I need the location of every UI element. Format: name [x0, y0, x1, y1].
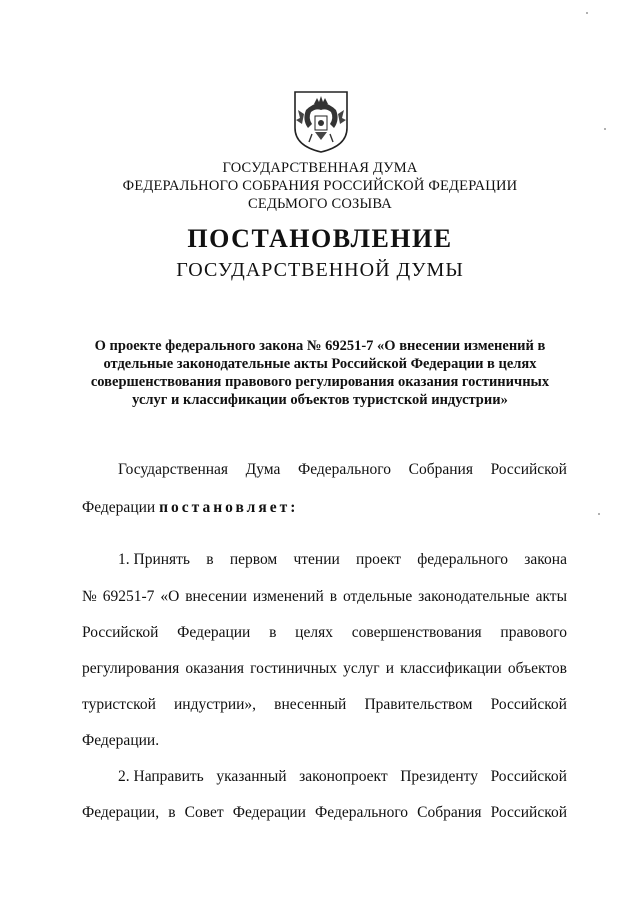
item1-word: проект	[356, 551, 401, 568]
item1-word: внесении	[185, 588, 247, 605]
item1-line-5	[82, 696, 567, 714]
item1-word: №	[82, 588, 97, 605]
preamble-word: Федерации	[82, 499, 156, 516]
item1-word: отдельные	[342, 588, 413, 605]
item1-line-6: Федерации.	[82, 732, 160, 749]
item1-word: совершенствования	[351, 624, 482, 641]
item1-word: объектов	[507, 660, 567, 677]
item1-word: гостиничных	[250, 660, 338, 677]
preamble-word: Дума	[245, 461, 281, 478]
document-title: ПОСТАНОВЛЕНИЕ	[187, 224, 453, 253]
preamble-word: Государственная	[118, 461, 229, 478]
item1-word: целях	[295, 624, 333, 641]
preamble-word: Собрания	[408, 461, 473, 478]
item2-word: Собрания	[417, 804, 482, 821]
item1-word: внесенный	[274, 696, 347, 713]
item1-word: 69251-7	[102, 588, 155, 605]
item1-word: в	[206, 551, 214, 568]
coat-of-arms-emblem	[290, 88, 352, 154]
item1-word: в	[269, 624, 277, 641]
item1-line-1	[118, 551, 567, 569]
item2-line-1	[118, 768, 567, 786]
subject-line-4: услуг и классификации объектов туристской индустрии»	[132, 392, 508, 408]
preamble-word: Федерального	[297, 461, 392, 478]
scan-speck	[604, 128, 606, 130]
item2-word: в	[168, 804, 176, 821]
item2-word: Президенту	[400, 768, 478, 785]
resolves-keyword: постановляет:	[159, 499, 299, 516]
item1-word: регулирования	[82, 660, 180, 677]
header-line-1: ГОСУДАРСТВЕННАЯ ДУМА	[222, 160, 418, 176]
header-line-2: ФЕДЕРАЛЬНОГО СОБРАНИЯ РОССИЙСКОЙ ФЕДЕРАЦИИ	[122, 178, 518, 194]
item2-word: Федерации,	[82, 804, 160, 821]
item1-word: Федерации	[177, 624, 251, 641]
document-subtitle: ГОСУДАРСТВЕННОЙ ДУМЫ	[176, 259, 464, 281]
item1-word: законодательные	[418, 588, 530, 605]
item2-word: Федерации	[232, 804, 306, 821]
item1-word: Российской	[490, 696, 567, 713]
item2-word: Федерального	[315, 804, 409, 821]
header-line-3: СЕДЬМОГО СОЗЫВА	[248, 196, 392, 212]
item1-line-4	[82, 660, 567, 678]
item1-word: правового	[500, 624, 567, 641]
item1-word: индустрии»,	[174, 696, 257, 713]
item1-word: первом	[229, 551, 278, 568]
item2-word: Совет	[184, 804, 224, 821]
subject-line-3: совершенствования правового регулирования оказания гостиничных	[90, 374, 550, 390]
item1-word: 1. Принять	[118, 551, 191, 568]
item1-word: в	[329, 588, 338, 605]
item1-word: акты	[535, 588, 567, 605]
item1-word: «О	[160, 588, 180, 605]
scan-speck	[598, 513, 600, 515]
item1-word: и	[385, 660, 395, 677]
item1-word: услуг	[343, 660, 380, 677]
item1-word: федерального	[417, 551, 509, 568]
preamble-line-1	[118, 461, 567, 479]
item1-word: закона	[524, 551, 567, 568]
item1-word: туристской	[82, 696, 156, 713]
item2-word: 2. Направить	[118, 768, 204, 785]
subject-line-1: О проекте федерального закона № 69251-7 «О внесении изменений в	[94, 338, 546, 354]
item1-word: чтении	[293, 551, 340, 568]
item1-word: классификации	[400, 660, 502, 677]
item1-word: Правительством	[364, 696, 473, 713]
item2-line-2	[82, 804, 567, 822]
item1-word: Российской	[82, 624, 159, 641]
preamble-word: Российской	[490, 461, 567, 478]
item1-word: оказания	[185, 660, 245, 677]
subject-line-2: отдельные законодательные акты Российской Федерации в целях	[103, 356, 537, 372]
item1-line-2	[82, 588, 567, 606]
item2-word: Российской	[490, 804, 567, 821]
item1-line-3	[82, 624, 567, 642]
item2-word: указанный	[216, 768, 287, 785]
item1-word: изменений	[252, 588, 324, 605]
item2-word: Российской	[490, 768, 567, 785]
item2-word: законопроект	[299, 768, 388, 785]
preamble-line-2	[82, 499, 567, 517]
scan-speck	[586, 12, 588, 14]
